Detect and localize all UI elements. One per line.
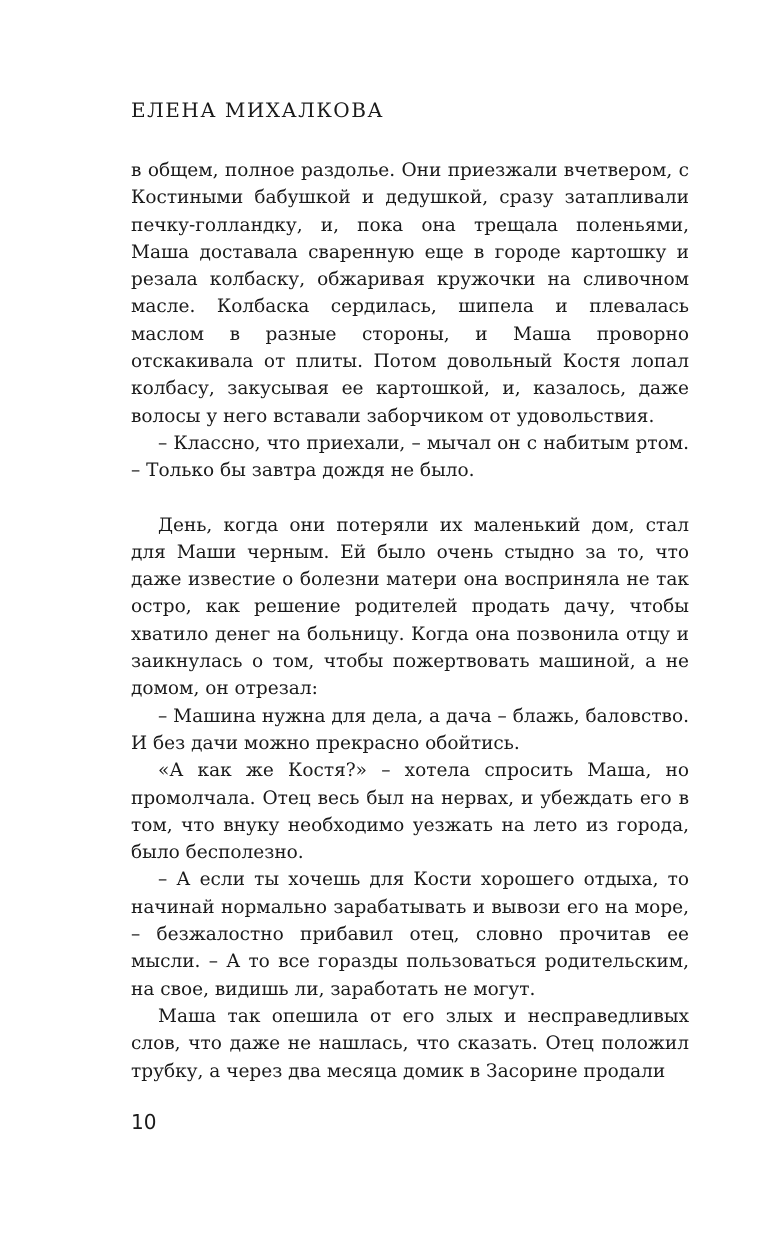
page-number: 10 xyxy=(131,1110,157,1134)
running-head-author: ЕЛЕНА МИХАЛКОВА xyxy=(131,98,385,122)
paragraph: в общем, полное раздолье. Они приезжали вчетвером, с Костиными бабушкой и дедушкой, сразу затапливали печку-голландку, и, пока она трещала поленьями, Маша доставала сваренную еще в городе картошку и резала колбаску, обжаривая кружочки на сливочном масле. Колбаска сердилась, шипела и плевалась маслом в разные стороны, и Маша проворно отскакивала от плиты. Потом довольный Костя лопал колбасу, закусывая ее картошкой, и, казалось, даже волосы у него вставали заборчиком от удовольствия. xyxy=(131,160,689,427)
paragraph: Маша так опешила от его злых и несправедливых слов, что даже не нашлась, что сказать. Отец положил трубку, а через два месяца домик в Засорине продали xyxy=(131,1005,689,1082)
section-break xyxy=(131,485,689,512)
paragraph: День, когда они потеряли их маленький дом, стал для Маши черным. Ей было очень стыдно за то, что даже известие о болезни матери она восприняла не так остро, как решение родителей продать дачу, чтобы хватило денег на больницу. Когда она позвонила отцу и заикнулась о том, чтобы пожертвовать машиной, а не домом, он отрезал: xyxy=(131,514,689,700)
paragraph-dialogue: – Машина нужна для дела, а дача – блажь, баловство. И без дачи можно прекрасно обойтись. xyxy=(131,705,689,754)
paragraph: «А как же Костя?» – хотела спросить Маша, но промолчала. Отец весь был на нервах, и убеждать его в том, что внуку необходимо уезжать на лето из города, было бесполезно. xyxy=(131,760,689,864)
paragraph-dialogue: – А если ты хочешь для Кости хорошего отдыха, то начинай нормально зарабатывать и вывози его на море, – безжалостно прибавил отец, словно прочитав ее мысли. – А то все горазды пользоваться родительским, на свое, видишь ли, заработать не могут. xyxy=(131,869,689,1000)
paragraph-dialogue: – Классно, что приехали, – мычал он с набитым ртом. – Только бы завтра дождя не было. xyxy=(131,432,689,482)
body-text xyxy=(131,157,689,1085)
